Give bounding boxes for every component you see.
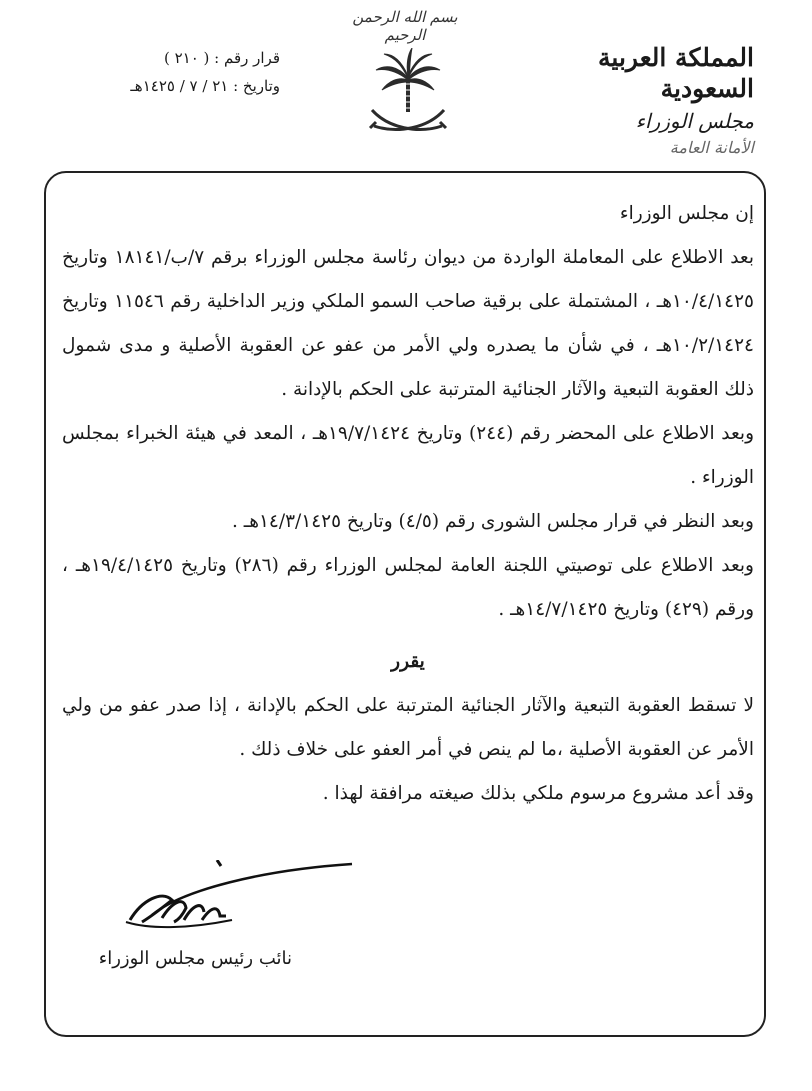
decision-date: وتاريخ : ٢١ / ٧ / ١٤٢٥هـ <box>130 76 280 95</box>
opening-line: إن مجلس الوزراء <box>619 203 754 224</box>
paragraph-minutes: وبعد الاطلاع على المحضر رقم (٢٤٤) وتاريخ ١٩/٧/١٤٢٤هـ ، المعد في هيئة الخبراء بمجلس الوزراء . <box>62 423 755 488</box>
paragraph-shura: وبعد النظر في قرار مجلس الشورى رقم (٤/٥) وتاريخ ١٤/٣/١٤٢٥هـ . <box>232 511 754 532</box>
decision-meta <box>60 45 280 101</box>
signatory-title: نائب رئيس مجلس الوزراء <box>98 948 292 969</box>
closing-line: وقد أعد مشروع مرسوم ملكي بذلك صيغته مرافقة لهذا . <box>322 783 754 804</box>
basmala: بسم الله الرحمن الرحيم <box>352 8 458 44</box>
secretariat-name: الأمانة العامة <box>669 137 754 157</box>
signature-area <box>62 860 362 1000</box>
document-body <box>62 192 754 816</box>
paragraph-communication: بعد الاطلاع على المعاملة الواردة من ديوان رئاسة مجلس الوزراء برقم ٧/ب/١٨١٤١ وتاريخ ١٠/٤/١٤٢٥هـ ، المشتملة على برقية صاحب السمو الملكي وزير الداخلية رقم ١١٥٤٦ وتاريخ ١٠/٢/١٤٢٤هـ ، في شأن ما يصدره ولي الأمر من عفو عن العقوبة الأصلية و مدى شمول ذلك العقوبة التبعية والآثار الجنائية المترتبة على الحكم بالإدانة . <box>62 247 754 400</box>
palm-and-swords-emblem-icon <box>368 48 448 138</box>
paragraph-committee: وبعد الاطلاع على توصيتي اللجنة العامة لمجلس الوزراء رقم (٢٨٦) وتاريخ ١٩/٤/١٤٢٥هـ ، ورقم (٤٢٩) وتاريخ ١٤/٧/١٤٢٥هـ . <box>62 555 754 620</box>
handwritten-signature <box>122 860 422 950</box>
letterhead <box>514 42 754 158</box>
council-name: مجلس الوزراء <box>635 108 754 133</box>
kingdom-name: المملكة العربية السعودية <box>598 43 754 104</box>
resolves-heading: يقرر <box>391 651 425 672</box>
decision-number: قرار رقم : ( ٢١٠ ) <box>163 49 280 67</box>
decision-text: لا تسقط العقوبة التبعية والآثار الجنائية المترتبة على الحكم بالإدانة ، إذا صدر عفو من ولي الأمر عن العقوبة الأصلية ،ما لم ينص في أمر العفو على خلاف ذلك . <box>62 695 754 760</box>
